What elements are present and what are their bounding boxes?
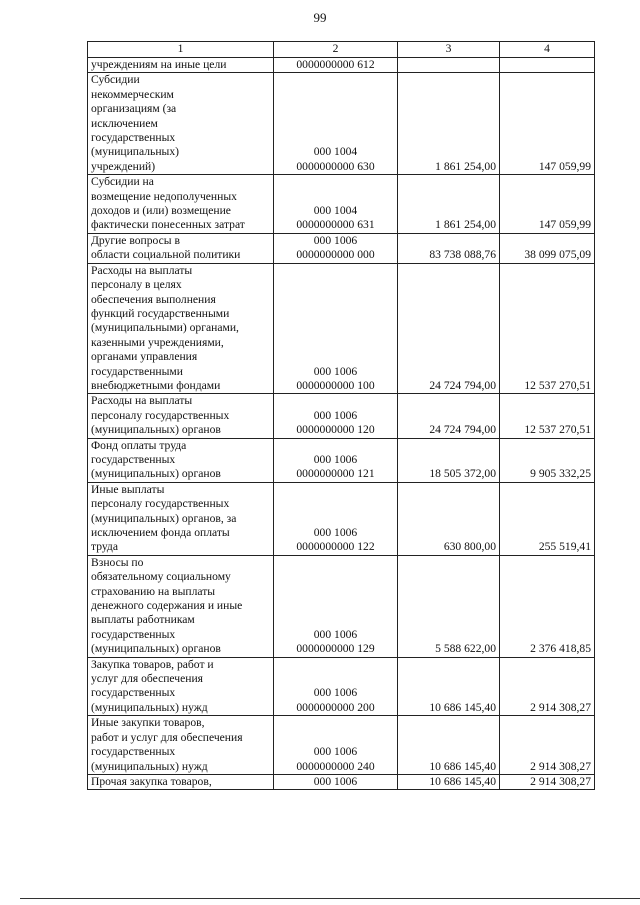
row-code: 000 1006 [274, 774, 398, 789]
table-row [88, 175, 595, 234]
table-row [88, 716, 595, 775]
row-name: Субсидии некоммерческим организациям (за исключением государственных (муниципальных) учреждений) [88, 73, 274, 175]
row-plan: 10 686 145,40 [398, 774, 500, 789]
row-plan: 10 686 145,40 [398, 716, 500, 775]
row-name: Взносы по обязательному социальному страхованию на выплаты денежного содержания и иные выплаты работникам государственных (муниципальных) органов [88, 555, 274, 657]
row-code: 000 1004 0000000000 631 [274, 175, 398, 234]
row-plan: 24 724 794,00 [398, 263, 500, 394]
row-code: 000 1006 0000000000 122 [274, 482, 398, 555]
row-name: Расходы на выплаты персоналу государственных (муниципальных) органов [88, 394, 274, 438]
table-row [88, 73, 595, 175]
row-actual: 2 376 418,85 [500, 555, 595, 657]
row-code: 000 1006 0000000000 200 [274, 657, 398, 716]
row-actual: 147 059,99 [500, 73, 595, 175]
table-row [88, 438, 595, 482]
row-actual: 12 537 270,51 [500, 263, 595, 394]
row-actual: 147 059,99 [500, 175, 595, 234]
row-code: 000 1004 0000000000 630 [274, 73, 398, 175]
column-header-3: 3 [398, 42, 500, 58]
row-actual: 2 914 308,27 [500, 657, 595, 716]
row-code: 000 1006 0000000000 120 [274, 394, 398, 438]
row-name: Другие вопросы в области социальной политики [88, 233, 274, 263]
row-name: Иные выплаты персоналу государственных (муниципальных) органов, за исключением фонда оплаты труда [88, 482, 274, 555]
row-actual: 9 905 332,25 [500, 438, 595, 482]
row-name: Иные закупки товаров, работ и услуг для обеспечения государственных (муниципальных) нужд [88, 716, 274, 775]
column-header-1: 1 [88, 42, 274, 58]
row-plan: 83 738 088,76 [398, 233, 500, 263]
row-name: Расходы на выплаты персоналу в целях обеспечения выполнения функций государственными (муниципальными) органами, казенными учреждениями, органами управления государственными внебюджетными фондами [88, 263, 274, 394]
row-plan: 630 800,00 [398, 482, 500, 555]
row-plan: 10 686 145,40 [398, 657, 500, 716]
row-actual: 38 099 075,09 [500, 233, 595, 263]
row-name: Закупка товаров, работ и услуг для обеспечения государственных (муниципальных) нужд [88, 657, 274, 716]
table-row [88, 58, 595, 73]
table-row [88, 774, 595, 789]
column-header-2: 2 [274, 42, 398, 58]
row-plan: 18 505 372,00 [398, 438, 500, 482]
table-row [88, 482, 595, 555]
row-actual [500, 58, 595, 73]
table-row [88, 263, 595, 394]
row-code: 000 1006 0000000000 000 [274, 233, 398, 263]
column-header-4: 4 [500, 42, 595, 58]
row-actual: 255 519,41 [500, 482, 595, 555]
row-actual: 2 914 308,27 [500, 774, 595, 789]
budget-table [87, 41, 595, 790]
row-code: 0000000000 612 [274, 58, 398, 73]
row-code: 000 1006 0000000000 129 [274, 555, 398, 657]
row-plan: 5 588 622,00 [398, 555, 500, 657]
scan-edge-line [20, 898, 640, 899]
row-name: Субсидии на возмещение недополученных доходов и (или) возмещение фактически понесенных затрат [88, 175, 274, 234]
table-row [88, 555, 595, 657]
row-name: учреждениям на иные цели [88, 58, 274, 73]
row-actual: 2 914 308,27 [500, 716, 595, 775]
table-row [88, 394, 595, 438]
row-name: Фонд оплаты труда государственных (муниципальных) органов [88, 438, 274, 482]
row-plan: 24 724 794,00 [398, 394, 500, 438]
row-actual: 12 537 270,51 [500, 394, 595, 438]
row-code: 000 1006 0000000000 121 [274, 438, 398, 482]
table-row [88, 233, 595, 263]
page-number: 99 [313, 10, 327, 25]
row-code: 000 1006 0000000000 100 [274, 263, 398, 394]
table-row [88, 657, 595, 716]
header-row [88, 42, 595, 58]
row-plan: 1 861 254,00 [398, 73, 500, 175]
row-name: Прочая закупка товаров, [88, 774, 274, 789]
row-plan [398, 58, 500, 73]
row-code: 000 1006 0000000000 240 [274, 716, 398, 775]
row-plan: 1 861 254,00 [398, 175, 500, 234]
